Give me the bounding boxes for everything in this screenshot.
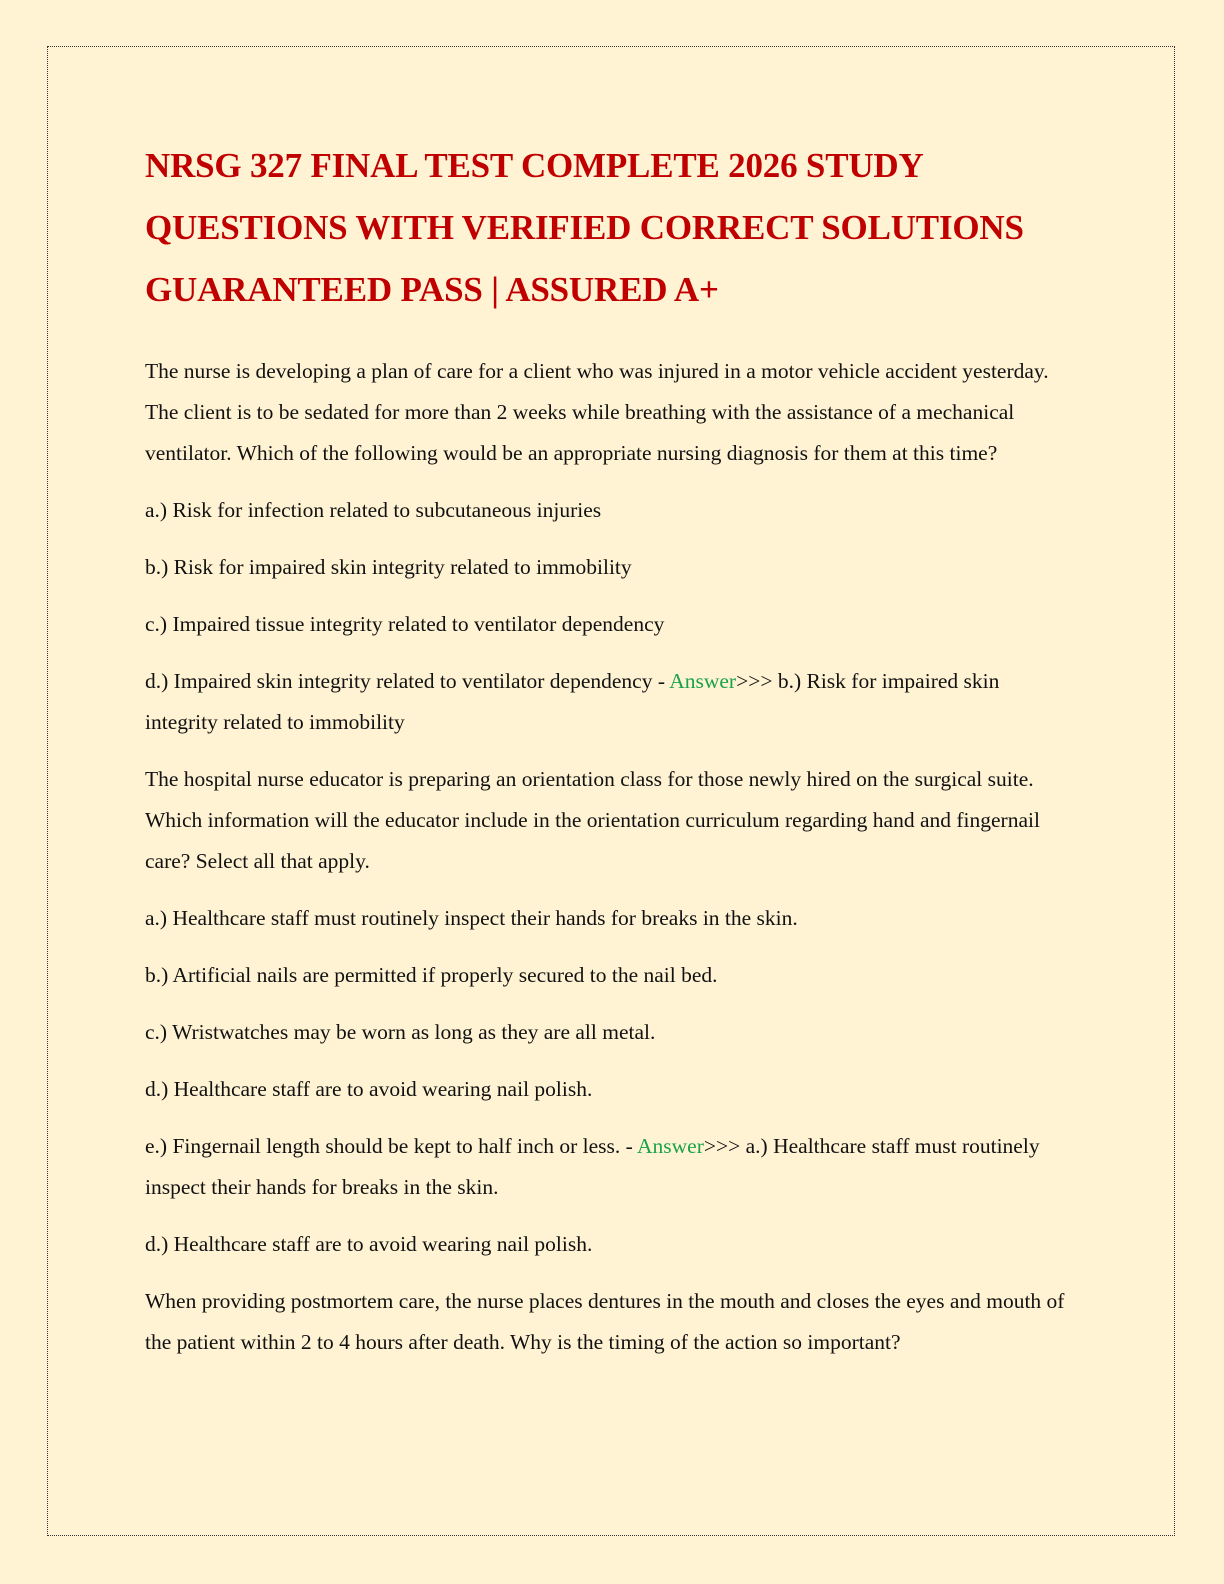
q1-answer-text: >>> b.) Risk for impaired skin integrity related to immobility: [145, 669, 1000, 734]
q1-option-d: d.) Impaired skin integrity related to ventilator dependency -: [145, 669, 670, 693]
question-2-text: The hospital nurse educator is preparing an orientation class for those newly hired on the surgical suite. Which information will the educator include in the orientation curriculum regarding hand and fingernail care? Select all that apply.: [145, 767, 1040, 873]
q2-option-a: a.) Healthcare staff must routinely inspect their hands for breaks in the skin.: [145, 906, 798, 930]
q2-answer-extra: d.) Healthcare staff are to avoid wearing nail polish.: [145, 1232, 593, 1256]
q2-answer-text: >>> a.) Healthcare staff must routinely inspect their hands for breaks in the skin.: [145, 1134, 1040, 1199]
q2-option-d: d.) Healthcare staff are to avoid wearing nail polish.: [145, 1077, 593, 1101]
question-1-text: The nurse is developing a plan of care for a client who was injured in a motor vehicle accident yesterday. The client is to be sedated for more than 2 weeks while breathing with the assistance of a mechanical ventilator. Which of the following would be an appropriate nursing diagnosis for them at this time?: [145, 359, 1049, 465]
q1-option-d-with-answer: [145, 661, 1075, 743]
q1-option-a: a.) Risk for infection related to subcutaneous injuries: [145, 498, 602, 522]
q2-option-e: e.) Fingernail length should be kept to half inch or less. -: [145, 1134, 638, 1158]
q2-answer-label: Answer: [637, 1134, 704, 1158]
question-3-text: When providing postmortem care, the nurse places dentures in the mouth and closes the eyes and mouth of the patient within 2 to 4 hours after death. Why is the timing of the action so important?: [145, 1289, 1065, 1354]
q2-option-e-with-answer: [145, 1126, 1075, 1208]
q2-option-c: c.) Wristwatches may be worn as long as they are all metal.: [145, 1020, 656, 1044]
document-title: NRSG 327 FINAL TEST COMPLETE 2026 STUDY QUESTIONS WITH VERIFIED CORRECT SOLUTIONS GUARANTEED PASS | ASSURED A+: [145, 146, 1024, 309]
q1-option-c: c.) Impaired tissue integrity related to ventilator dependency: [145, 612, 665, 636]
q2-option-b: b.) Artificial nails are permitted if properly secured to the nail bed.: [145, 963, 718, 987]
q1-answer-label: Answer: [669, 669, 737, 693]
document-body: [145, 135, 1075, 1379]
q1-option-b: b.) Risk for impaired skin integrity related to immobility: [145, 555, 632, 579]
